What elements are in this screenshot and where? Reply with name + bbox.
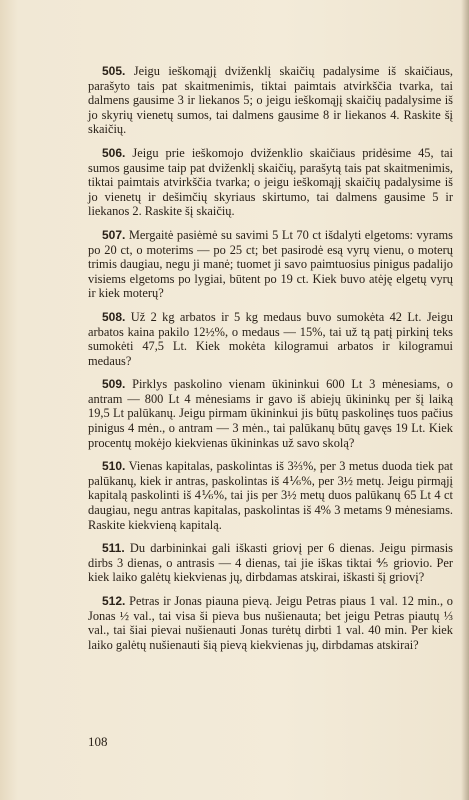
problem-list: [88, 64, 453, 661]
problem-510: [88, 459, 453, 532]
problem-508: [88, 310, 453, 368]
problem-506: [88, 146, 453, 219]
problem-512: [88, 594, 453, 652]
problem-text: Du darbininkai gali iškasti griovį per 6 dienas. Jeigu pirmasis dirbs 3 dienas, o antrasis — 4 dienas, tai jie iškas tiktai ⅘ griovio. Per kiek laiko galėtų kiekvienas jų, dirbdamas atskirai, iškasti šį griovį?: [88, 541, 453, 585]
problem-text: Vienas kapitalas, paskolintas iš 3⅔%, per 3 metus duoda tiek pat palūkanų, kiek ir antras, paskolintas iš 4⅙%, per 3½ metų. Jeigu pirmąjį kapitalą paskolinti iš 4⅙%, tai jis per 3½ metų duos palūkanų 65 Lt 4 ct daugiau, negu antras kapitalas, paskolintas iš 4% 3 metams 9 mėnesiams. Raskite kiekvieną kapitalą.: [88, 459, 453, 532]
problem-text: Už 2 kg arbatos ir 5 kg medaus buvo sumokėta 42 Lt. Jeigu arbatos kaina pakilo 12½%, o medaus — 15%, tai už tą patį pirkinį teks sumokėti 47,5 Lt. Kiek mokėta kilogramui arbatos ir kilogramui medaus?: [88, 309, 453, 368]
problem-number: 512.: [102, 594, 126, 608]
problem-number: 509.: [102, 377, 126, 392]
problem-number: 511.: [102, 541, 125, 556]
problem-text: Jeigu prie ieškomojo dviženklio skaičiaus pridėsime 45, tai sumos gausime taip pat dviženklį skaičių, parašytą tais pat skaitmenimis, tiktai paimtais atvirkščia tvarka; o jeigu ieškomąjį skaičių padalysime iš jo vienetų ir dešimčių skyriaus skirtumo, tai dalmens gausime 5 ir liekanos 2. Raskite šį skaičių.: [88, 145, 453, 219]
problem-number: 510.: [102, 459, 126, 474]
problem-number: 508.: [102, 309, 126, 324]
problem-511: [88, 541, 453, 585]
problem-505: [88, 64, 453, 137]
problem-number: 507.: [102, 227, 126, 242]
page-number: 108: [88, 734, 108, 749]
problem-text: Petras ir Jonas piauna pievą. Jeigu Petras piaus 1 val. 12 min., o Jonas ½ val., tai visa ši pieva bus nušienauta; bet jeigu Petras piautų ⅓ val., tai šiai pievai nušienauti Jonas turėtų dirbti 1 val. 40 min. Per kiek laiko galėtų nušienauti šią pievą kiekvienas jų, dirbdamas atskirai?: [88, 594, 453, 652]
problem-507: [88, 228, 453, 301]
problem-text: Pirklys paskolino vienam ūkininkui 600 Lt 3 mėnesiams, o antram — 800 Lt 4 mėnesiams ir gavo iš abiejų ūkininkų per šį laiką 19,5 Lt palūkanų. Jeigu pirmam ūkininkui jis būtų paskolinęs tuos pačius pinigus 4 mėn., o antram — 3 mėn., tai palūkanų būtų gavęs 19 Lt. Kiek procentų mokėjo kiekvienas ūkininkas už savo skolą?: [88, 377, 453, 450]
problem-text: Mergaitė pasiėmė su savimi 5 Lt 70 ct išdalyti elgetoms: vyrams po 20 ct, o moterims — po 25 ct; bet pasirodė esą vyrų vienu, o moterų trimis daugiau, negu ji manė; tuomet ji savo paimtuosius pinigus padalijo visiems elgetoms po lygiai, būtent po 19 ct. Kiek buvo atėję elgetų vyrų ir kiek moterų?: [88, 227, 453, 301]
problem-text: Jeigu ieškomąjį dviženklį skaičių padalysime iš skaičiaus, parašyto tais pat skaitmenimis, tiktai paimtais atvirkščia tvarka, tai dalmens gausime 3 ir liekanos 5; o jeigu ieškomąjį skaičių padalysime iš jo skyrių vienetų sumos, tai dalmens gausime 8 ir liekanos 4. Raskite šį skaičių.: [88, 64, 453, 137]
problem-number: 506.: [102, 145, 126, 160]
problem-509: [88, 377, 453, 450]
problem-number: 505.: [102, 64, 126, 78]
